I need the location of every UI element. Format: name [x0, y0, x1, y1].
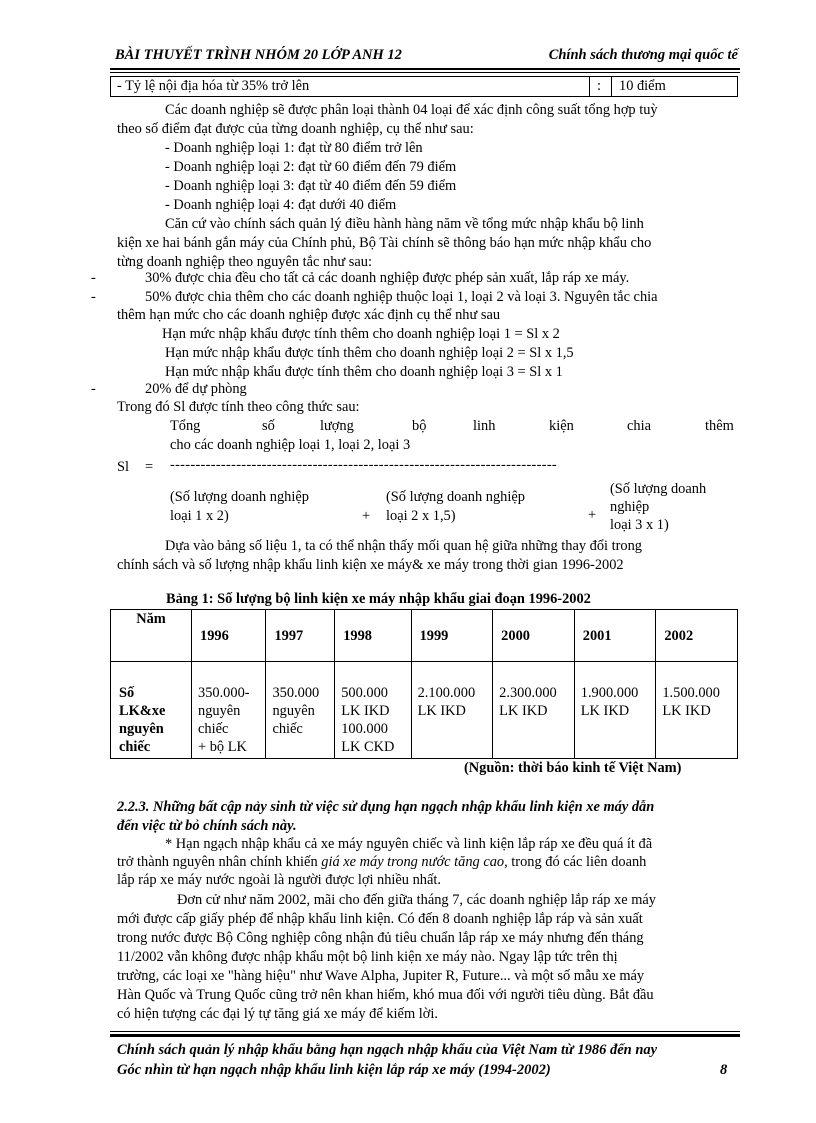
- formula-word: chia: [627, 418, 651, 434]
- row-label: [111, 662, 192, 759]
- denominator-term-1: (Số lượng doanh nghiệp: [170, 489, 309, 505]
- year-cell: 1997: [266, 610, 335, 662]
- denominator-term-1b: loại 1 x 2): [170, 508, 229, 524]
- import-table: [110, 609, 738, 759]
- header-rule-thin: [110, 72, 740, 73]
- body-line: từng doanh nghiệp theo nguyên tắc như sau:: [117, 254, 372, 270]
- criteria-row: [110, 76, 738, 97]
- body-line: thêm hạn mức cho các doanh nghiệp được xác định cụ thể như sau: [117, 307, 501, 323]
- list-item: - Doanh nghiệp loại 1: đạt từ 80 điểm trở lên: [165, 140, 423, 156]
- cell-line: LK IKD: [499, 703, 548, 719]
- cell-line: + bộ LK: [198, 739, 247, 755]
- footer-line-1: Chính sách quản lý nhập khẩu bằng hạn ngạch nhập khẩu của Việt Nam từ 1986 đến nay: [117, 1042, 658, 1058]
- formula-word: lượng: [320, 418, 354, 434]
- cell-line: 500.000: [341, 685, 388, 701]
- year-cell: 1996: [192, 610, 266, 662]
- body-line: Hạn mức nhập khẩu được tính thêm cho doanh nghiệp loại 3 = Sl x 1: [165, 364, 563, 380]
- footer-rule-thin: [110, 1031, 740, 1032]
- body-line: Dựa vào bảng số liệu 1, ta có thể nhận thấy mối quan hệ giữa những thay đổi trong: [165, 538, 642, 554]
- body-line: trường, các loại xe "hàng hiệu" như Wave Alpha, Jupiter R, Future... và một số mẫu xe máy: [117, 968, 645, 984]
- table-cell: [493, 662, 575, 759]
- cell-line: LK IKD: [417, 703, 466, 719]
- formula-word: linh: [473, 418, 496, 434]
- year-cell: 2002: [656, 610, 738, 662]
- body-line: Hạn mức nhập khẩu được tính thêm cho doanh nghiệp loại 2 = Sl x 1,5: [165, 345, 574, 361]
- body-line: [117, 853, 646, 872]
- body-line: 30% được chia đều cho tất cả các doanh nghiệp được phép sản xuất, lắp ráp xe máy.: [145, 270, 630, 286]
- row-label-line: LK&xe: [119, 703, 166, 719]
- cell-line: LK IKD: [662, 703, 711, 719]
- cell-line: 100.000: [341, 721, 388, 737]
- header-title: BÀI THUYẾT TRÌNH NHÓM 20 LỚP ANH 12: [115, 47, 402, 63]
- plus-sign: +: [362, 508, 371, 524]
- body-line: trong nước được Bộ Công nghiệp công nhận đủ tiêu chuẩn lắp ráp xe máy nhưng đến tháng: [117, 930, 644, 946]
- corner-label: Năm: [136, 611, 166, 627]
- cell-line: LK CKD: [341, 739, 395, 755]
- body-line: Căn cứ vào chính sách quản lý điều hành hàng năm về tổng mức nhập khẩu bộ linh: [165, 216, 644, 232]
- body-line: mới được cấp giấy phép để nhập khẩu linh kiện. Có đến 8 doanh nghiệp lắp ráp và sản xuất: [117, 911, 643, 927]
- emphasis-text: giá xe máy trong nước tăng cao: [321, 854, 505, 870]
- criteria-sep: :: [597, 78, 601, 94]
- row-label-line: nguyên: [119, 721, 164, 737]
- cell-line: 350.000-: [198, 685, 250, 701]
- bullet-dash: -: [91, 381, 96, 397]
- table-cell: [335, 662, 411, 759]
- bullet-dash: -: [91, 289, 96, 305]
- list-item: - Doanh nghiệp loại 4: đạt dưới 40 điểm: [165, 197, 397, 213]
- cell-line: 1.500.000: [662, 685, 720, 701]
- cell-line: nguyên: [198, 703, 241, 719]
- body-line: Trong đó Sl được tính theo công thức sau:: [117, 399, 360, 415]
- list-item: - Doanh nghiệp loại 2: đạt từ 60 điểm đến 79 điểm: [165, 159, 457, 175]
- table-cell: [411, 662, 493, 759]
- year-cell: 2000: [493, 610, 575, 662]
- section-heading-cont: đến việc từ bỏ chính sách này.: [117, 818, 297, 834]
- cell-line: LK IKD: [341, 703, 390, 719]
- body-line: theo số điểm đạt được của từng doanh nghiệp, cụ thể như sau:: [117, 121, 474, 137]
- table-cell: [574, 662, 656, 759]
- body-line: Hàn Quốc và Trung Quốc cũng trở nên khan hiếm, khó mua đối với người tiêu dùng. Bắt đầu: [117, 987, 654, 1003]
- cell-line: LK IKD: [580, 703, 630, 719]
- denominator-term-2b: loại 2 x 1,5): [386, 508, 456, 524]
- formula-sl: Sl: [117, 459, 130, 475]
- header-subject: Chính sách thương mại quốc tế: [548, 47, 738, 63]
- formula-word: bộ: [412, 418, 427, 434]
- formula-word: thêm: [705, 418, 734, 434]
- body-line: Đơn cử như năm 2002, mãi cho đến giữa tháng 7, các doanh nghiệp lắp ráp xe máy: [177, 892, 656, 908]
- body-text: trở thành nguyên nhân chính khiến: [117, 854, 322, 870]
- year-cell: 1998: [335, 610, 411, 662]
- body-line: lắp ráp xe máy nước ngoài là người được lợi nhiều nhất.: [117, 872, 441, 888]
- table-cell: [192, 662, 266, 759]
- formula-numerator-line2: cho các doanh nghiệp loại 1, loại 2, loại 3: [170, 437, 411, 453]
- body-line: kiện xe hai bánh gắn máy của Chính phủ, Bộ Tài chính sẽ thông báo hạn mức nhập khẩu cho: [117, 235, 652, 251]
- page-number: 8: [720, 1062, 728, 1078]
- body-text: , trong đó các liên doanh: [504, 854, 647, 870]
- body-line: 20% để dự phòng: [145, 381, 247, 397]
- cell-line: chiếc: [272, 721, 303, 737]
- body-line: có hiện tượng các đại lý tự tăng giá xe máy để kiếm lời.: [117, 1006, 438, 1022]
- plus-sign: +: [588, 507, 597, 523]
- formula-fraction-bar: ----------------------------------------------------------------------------: [170, 457, 558, 473]
- body-line: Các doanh nghiệp sẽ được phân loại thành 04 loại để xác định công suất tổng hợp tuỳ: [165, 102, 658, 118]
- table-caption: Bảng 1: Số lượng bộ linh kiện xe máy nhập khẩu giai đoạn 1996-2002: [166, 591, 591, 607]
- body-line: * Hạn ngạch nhập khẩu cả xe máy nguyên chiếc và linh kiện lắp ráp xe đều quá ít đã: [165, 836, 653, 852]
- body-line: Hạn mức nhập khẩu được tính thêm cho doanh nghiệp loại 1 = Sl x 2: [162, 326, 560, 342]
- cell-line: 2.300.000: [499, 685, 557, 701]
- row-label-line: chiếc: [119, 739, 151, 755]
- table-cell: [266, 662, 335, 759]
- list-item: - Doanh nghiệp loại 3: đạt từ 40 điểm đến 59 điểm: [165, 178, 457, 194]
- criteria-divider-2: [611, 76, 612, 97]
- table-row: [111, 662, 738, 759]
- year-cell: 2001: [574, 610, 656, 662]
- denominator-term-3: (Số lượng doanh: [610, 481, 707, 497]
- body-line: 11/2002 vẫn không được nhập khẩu một bộ linh kiện xe máy nào. Ngay lập tức trên thị: [117, 949, 618, 965]
- criteria-score: 10 điểm: [619, 78, 666, 94]
- cell-line: chiếc: [198, 721, 229, 737]
- criteria-divider-1: [589, 76, 590, 97]
- denominator-term-3c: loại 3 x 1): [610, 517, 669, 533]
- table-cell: [656, 662, 738, 759]
- table-header-row: [111, 610, 738, 662]
- formula-word: Tổng: [170, 418, 201, 434]
- cell-line: 350.000: [272, 685, 320, 701]
- section-heading: 2.2.3. Những bất cập nảy sinh từ việc sử dụng hạn ngạch nhập khẩu linh kiện xe máy dẫn: [117, 799, 655, 815]
- footer-line-2: Góc nhìn từ hạn ngạch nhập khẩu linh kiện lắp ráp xe máy (1994-2002): [117, 1062, 551, 1078]
- cell-line: 1.900.000: [580, 685, 639, 701]
- table-source: (Nguồn: thời báo kinh tế Việt Nam): [464, 760, 682, 776]
- formula-equals: =: [145, 459, 154, 475]
- cell-line: 2.100.000: [417, 685, 476, 701]
- header-rule: [110, 68, 740, 70]
- denominator-term-3b: nghiệp: [610, 499, 650, 515]
- year-cell: 1999: [411, 610, 493, 662]
- table-corner: [111, 610, 192, 662]
- body-line: 50% được chia thêm cho các doanh nghiệp thuộc loại 1, loại 2 và loại 3. Nguyên tắc chia: [145, 289, 658, 305]
- cell-line: nguyên: [272, 703, 315, 719]
- bullet-dash: -: [91, 270, 96, 286]
- body-line: chính sách và số lượng nhập khẩu linh kiện xe máy& xe máy trong thời gian 1996-2002: [117, 557, 624, 573]
- denominator-term-2: (Số lượng doanh nghiệp: [386, 489, 525, 505]
- criteria-item: - Tỷ lệ nội địa hóa từ 35% trở lên: [117, 78, 310, 94]
- formula-word: số: [262, 418, 275, 434]
- formula-word: kiện: [549, 418, 574, 434]
- row-label-line: Số: [119, 685, 135, 701]
- footer-rule: [110, 1034, 740, 1037]
